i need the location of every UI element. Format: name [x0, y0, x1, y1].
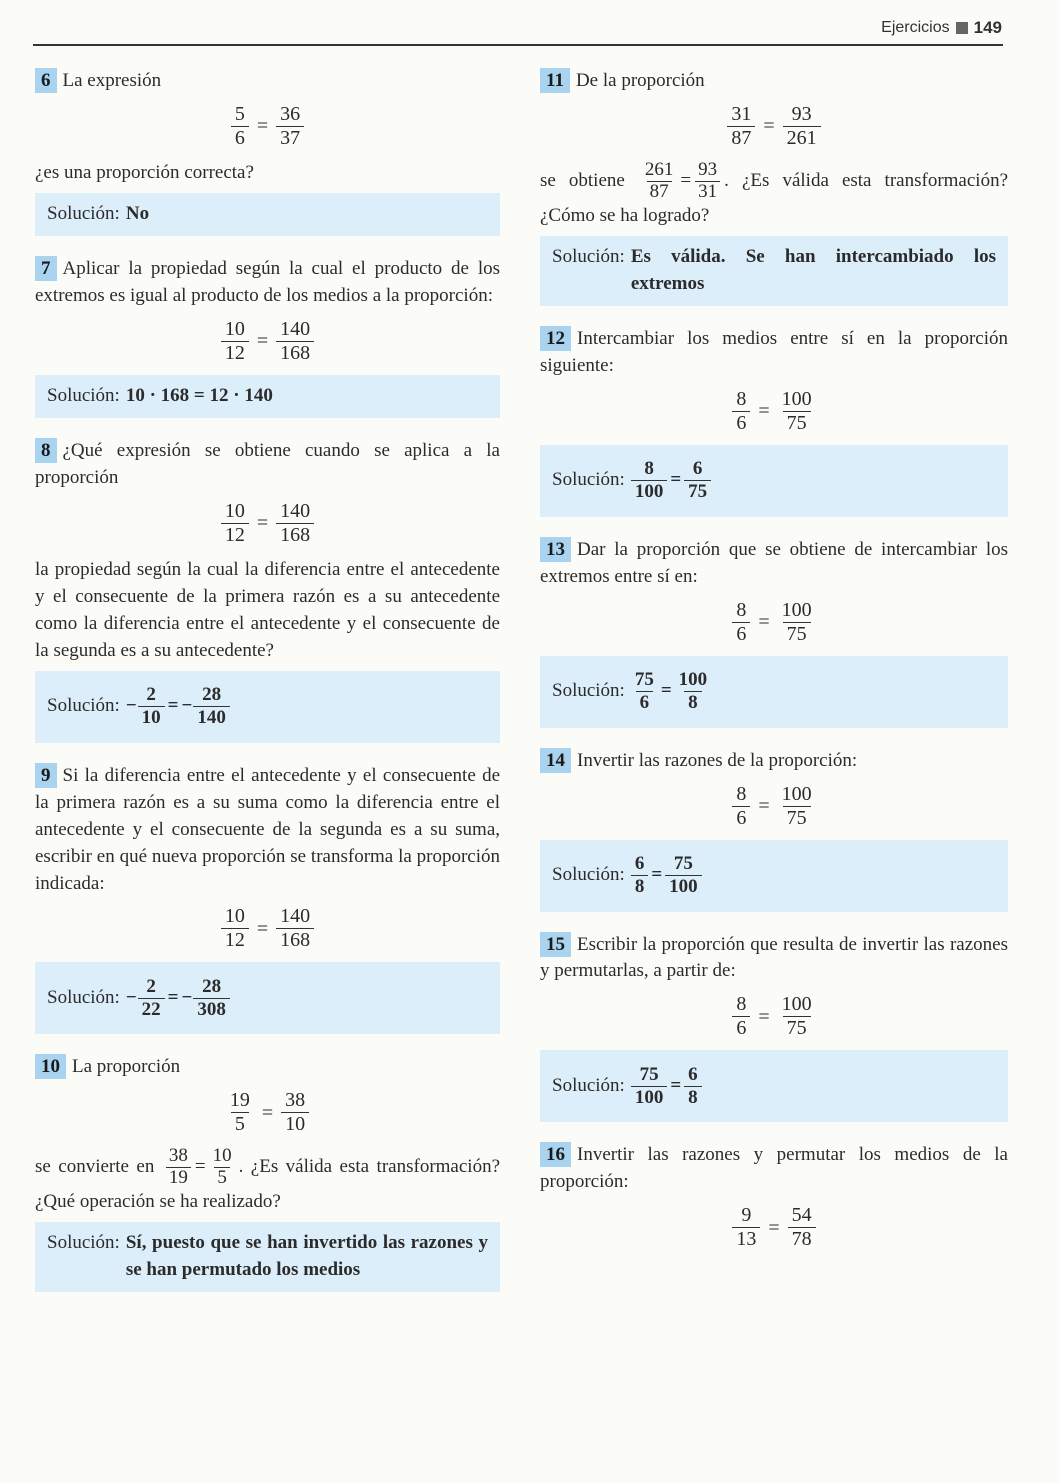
exercise-number: 12 — [540, 326, 571, 351]
denominator: 87 — [647, 181, 672, 203]
numerator: 19 — [229, 1089, 250, 1112]
right-column — [540, 68, 1008, 1265]
denominator: 8 — [631, 875, 649, 898]
solution-label: Solución: — [552, 469, 625, 491]
numerator: 36 — [280, 102, 301, 125]
solution-box — [35, 671, 500, 743]
proportion-formula — [540, 993, 1008, 1040]
equals-sign: = — [768, 1216, 780, 1239]
exercise-text: Escribir la proporción que resulta de invertir las razones y permutarlas, a partir de: — [540, 933, 1008, 982]
proportion-formula — [35, 905, 500, 952]
header-rule — [33, 44, 1003, 46]
solution-label: Solución: — [47, 695, 120, 717]
denominator: 19 — [166, 1167, 191, 1189]
exercise-12 — [540, 326, 1008, 517]
numerator: 10 — [224, 905, 245, 928]
exercise-text — [540, 160, 1008, 230]
square-bullet-icon — [956, 22, 968, 34]
numerator: 93 — [698, 158, 718, 180]
solution-answer: Sí, puesto que se han invertido las razones y se han permutado los medios — [125, 1232, 488, 1281]
equals-sign: = — [256, 330, 269, 353]
numerator: 140 — [280, 499, 311, 522]
exercise-text: Invertir las razones y permutar los medios de la proporción: — [540, 1144, 1008, 1193]
equals-sign: = — [670, 469, 682, 491]
denominator: 5 — [214, 1167, 230, 1189]
proportion-formula — [540, 599, 1008, 646]
numerator: 5 — [234, 102, 245, 125]
minus-sign: − — [125, 986, 137, 1008]
numerator: 31 — [731, 102, 752, 125]
denominator: 100 — [665, 875, 702, 898]
exercise-text: Dar la proporción que se obtiene de intercambiar los extremos entre sí en: — [540, 538, 1008, 587]
left-column — [35, 68, 500, 1312]
numerator: 10 — [224, 317, 245, 340]
proportion-formula — [540, 388, 1008, 435]
solution-box — [35, 193, 500, 236]
denominator: 168 — [276, 523, 314, 547]
numerator: 10 — [212, 1145, 232, 1167]
text-before: se convierte en — [35, 1156, 155, 1178]
solution-box — [540, 656, 1008, 728]
solution-box — [35, 1222, 500, 1292]
denominator: 168 — [276, 928, 314, 952]
solution-label: Solución: — [47, 1232, 120, 1254]
exercise-text: Intercambiar los medios entre sí en la proporción siguiente: — [540, 327, 1008, 376]
numerator: 2 — [146, 976, 156, 998]
numerator: 140 — [280, 317, 311, 340]
equals-sign: = — [758, 399, 770, 422]
exercise-number: 6 — [35, 68, 57, 93]
equals-sign: = — [758, 794, 770, 817]
exercise-number: 11 — [540, 68, 570, 93]
proportion-formula — [540, 103, 1008, 150]
numerator: 8 — [736, 782, 747, 805]
exercise-text: la propiedad según la cual la diferencia entre el antecedente y el consecuente de la primera razón es a su antecedente como la diferencia entre el antecedente y el consecuente de la segunda es a su antecedente? — [35, 558, 500, 661]
denominator: 12 — [221, 341, 249, 365]
denominator: 6 — [732, 622, 750, 646]
denominator: 308 — [193, 998, 230, 1021]
solution-label: Solución: — [47, 986, 120, 1008]
exercise-text: ¿Qué expresión se obtiene cuando se aplica a la proporción — [35, 439, 500, 488]
text-after: . ¿Es válida esta transformación? ¿Cómo se ha logrado? — [540, 169, 1008, 226]
numerator: 2 — [146, 684, 156, 706]
solution-label: Solución: — [552, 1074, 625, 1096]
equals-sign: = — [167, 986, 179, 1008]
proportion-formula — [540, 1204, 1008, 1251]
numerator: 6 — [688, 1064, 698, 1086]
numerator: 93 — [791, 102, 812, 125]
numerator: 100 — [781, 782, 812, 805]
denominator: 13 — [732, 1227, 760, 1251]
denominator: 100 — [631, 480, 668, 503]
numerator: 10 — [224, 499, 245, 522]
exercise-number: 14 — [540, 748, 571, 773]
proportion-formula — [35, 103, 500, 150]
solution-answer: 10 · 168 = 12 · 140 — [125, 384, 273, 406]
numerator: 75 — [639, 1064, 659, 1086]
denominator: 37 — [276, 126, 304, 150]
exercise-16 — [540, 1142, 1008, 1251]
numerator: 28 — [202, 684, 222, 706]
denominator: 6 — [636, 691, 654, 714]
denominator: 5 — [231, 1112, 249, 1136]
equals-sign: = — [256, 917, 269, 940]
equals-sign: = — [763, 115, 775, 138]
numerator: 28 — [202, 976, 222, 998]
solution-box — [540, 445, 1008, 517]
solution-label: Solución: — [552, 680, 625, 702]
equals-sign: = — [256, 512, 269, 535]
solution-answer: No — [125, 202, 150, 224]
section-title: Ejercicios — [881, 18, 950, 36]
minus-sign: − — [181, 986, 193, 1008]
numerator: 100 — [678, 669, 708, 691]
exercise-number: 9 — [35, 763, 57, 788]
exercise-10 — [35, 1054, 500, 1292]
numerator: 75 — [673, 853, 693, 875]
exercise-8 — [35, 438, 500, 743]
exercise-text: La proporción — [72, 1056, 181, 1078]
solution-box — [540, 840, 1008, 912]
denominator: 261 — [783, 126, 821, 150]
exercise-text: De la proporción — [575, 70, 705, 91]
numerator: 6 — [634, 853, 645, 875]
numerator: 38 — [285, 1089, 306, 1112]
solution-label: Solución: — [47, 384, 120, 406]
exercise-9 — [35, 763, 500, 1035]
numerator: 9 — [741, 1204, 752, 1227]
numerator: 6 — [692, 458, 703, 480]
proportion-formula — [35, 1089, 500, 1136]
denominator: 10 — [138, 706, 165, 729]
denominator: 6 — [732, 1016, 750, 1040]
exercise-7 — [35, 256, 500, 418]
equals-sign: = — [194, 1156, 206, 1178]
numerator: 38 — [168, 1145, 188, 1167]
denominator: 6 — [732, 806, 750, 830]
numerator: 100 — [781, 598, 812, 621]
exercise-text: La expresión — [62, 70, 162, 91]
denominator: 75 — [783, 1016, 811, 1040]
denominator: 75 — [783, 622, 811, 646]
exercise-text: Si la diferencia entre el antecedente y el consecuente de la primera razón es a su suma como la diferencia entre el antecedente y el consecuente de la segunda es a su suma, escribir en qué nueva proporción se transforma la proporción indicada: — [35, 764, 500, 894]
exercise-number: 10 — [35, 1054, 66, 1079]
denominator: 10 — [281, 1112, 309, 1136]
numerator: 8 — [736, 387, 747, 410]
solution-box — [540, 1050, 1008, 1122]
proportion-formula — [35, 318, 500, 365]
numerator: 54 — [791, 1204, 812, 1227]
denominator: 78 — [788, 1227, 816, 1251]
equals-sign: = — [758, 610, 770, 633]
exercise-number: 13 — [540, 537, 571, 562]
numerator: 100 — [781, 993, 812, 1016]
denominator: 75 — [783, 411, 811, 435]
exercise-number: 15 — [540, 932, 571, 957]
exercise-11 — [540, 68, 1008, 306]
exercise-number: 8 — [35, 438, 57, 463]
exercise-text: ¿es una proporción correcta? — [35, 161, 254, 183]
denominator: 100 — [631, 1086, 668, 1109]
solution-label: Solución: — [552, 245, 625, 267]
exercise-15 — [540, 932, 1008, 1123]
denominator: 75 — [684, 480, 711, 503]
equals-sign: = — [660, 680, 672, 702]
exercise-number: 7 — [35, 256, 57, 281]
exercise-14 — [540, 748, 1008, 912]
solution-box — [35, 375, 500, 418]
page-header — [881, 16, 1002, 40]
denominator: 12 — [221, 928, 249, 952]
proportion-formula — [540, 783, 1008, 830]
minus-sign: − — [181, 695, 193, 717]
denominator: 8 — [684, 691, 702, 714]
proportion-formula — [35, 500, 500, 547]
numerator: 8 — [644, 458, 654, 480]
numerator: 100 — [781, 387, 812, 410]
exercise-6 — [35, 68, 500, 236]
equals-sign: = — [256, 115, 269, 138]
numerator: 261 — [644, 158, 674, 180]
exercise-text: Invertir las razones de la proporción: — [577, 749, 858, 771]
denominator: 22 — [138, 998, 165, 1021]
equals-sign: = — [670, 1074, 682, 1096]
denominator: 31 — [695, 181, 720, 203]
equals-sign: = — [680, 169, 692, 191]
denominator: 6 — [231, 126, 249, 150]
denominator: 12 — [221, 523, 249, 547]
solution-answer: Es válida. Se han intercambiado los extremos — [630, 245, 996, 294]
denominator: 87 — [727, 126, 755, 150]
denominator: 168 — [276, 341, 314, 365]
exercise-number: 16 — [540, 1142, 571, 1167]
solution-label: Solución: — [47, 202, 120, 224]
denominator: 6 — [732, 411, 750, 435]
equals-sign: = — [261, 1101, 274, 1124]
solution-box — [35, 962, 500, 1034]
equals-sign: = — [167, 695, 179, 717]
solution-label: Solución: — [552, 864, 625, 886]
denominator: 140 — [193, 706, 230, 729]
page-number: 149 — [973, 18, 1002, 37]
minus-sign: − — [125, 695, 137, 717]
exercise-text — [35, 1146, 500, 1216]
exercise-text: Aplicar la propiedad según la cual el producto de los extremos es igual al producto de los medios a la proporción: — [35, 257, 500, 306]
numerator: 75 — [634, 669, 654, 691]
numerator: 8 — [736, 993, 747, 1016]
numerator: 8 — [736, 598, 747, 621]
numerator: 140 — [280, 905, 311, 928]
text-before: se obtiene — [540, 169, 625, 191]
denominator: 75 — [783, 806, 811, 830]
equals-sign: = — [758, 1005, 770, 1028]
equals-sign: = — [651, 864, 663, 886]
solution-box — [540, 236, 1008, 306]
text-after: . ¿Es válida esta transformación? ¿Qué operación se ha realizado? — [35, 1156, 501, 1213]
exercise-13 — [540, 537, 1008, 728]
denominator: 8 — [684, 1086, 702, 1109]
